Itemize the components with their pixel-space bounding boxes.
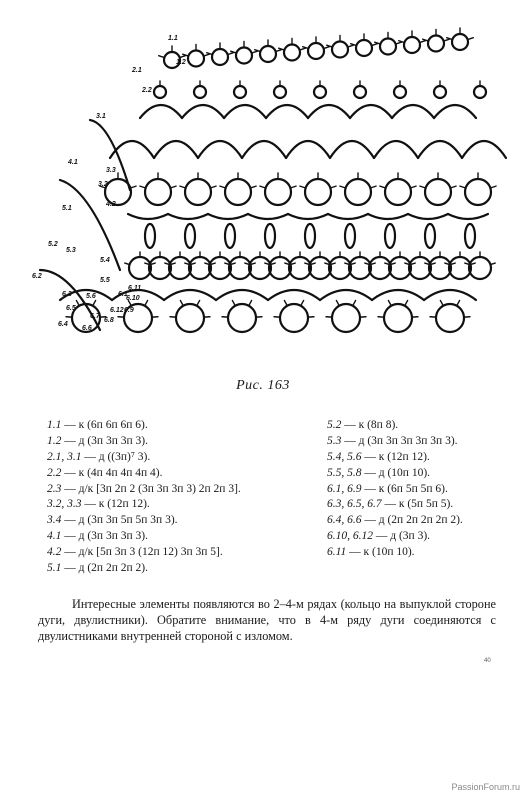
legend-item	[47, 450, 327, 466]
ring	[154, 86, 166, 98]
legend-code: 5.5, 5.8	[327, 466, 362, 479]
chain	[154, 141, 198, 158]
ring	[314, 86, 326, 98]
legend-text: — д/к [5п 3п 3 (12п 12) 3п 3п 5].	[61, 546, 223, 559]
picot	[210, 186, 216, 188]
ring	[176, 304, 204, 332]
watermark: PassionForum.ru	[451, 782, 520, 792]
diagram-label: 3.2	[98, 181, 108, 188]
legend-item	[47, 466, 327, 482]
picot	[290, 186, 296, 188]
legend-code: 1.1	[47, 419, 62, 431]
picot	[420, 186, 426, 188]
ring	[249, 257, 271, 279]
chain	[320, 290, 372, 300]
picot	[252, 51, 258, 53]
chain	[182, 105, 224, 118]
legend-text: — к (12п 12).	[361, 450, 430, 463]
picot	[130, 186, 136, 188]
ring	[212, 49, 228, 65]
legend-code: 3.4	[47, 514, 62, 527]
ring	[284, 45, 300, 61]
chain	[110, 141, 154, 158]
legend-text: — д (3п 3п 3п 3п 3п 3).	[341, 434, 458, 447]
ring	[389, 257, 411, 279]
chain	[286, 141, 330, 158]
picot	[336, 300, 339, 305]
legend-text: — д (3п 3п 5п 5п 3п 3).	[61, 514, 178, 527]
ring	[369, 257, 391, 279]
ring	[449, 257, 471, 279]
ring	[236, 48, 252, 64]
chain	[268, 290, 320, 300]
legend-item	[327, 450, 517, 466]
legend-text: — д (2п 2п 2п 2).	[61, 562, 148, 575]
chain	[248, 214, 288, 219]
ring	[260, 46, 276, 62]
chain	[266, 105, 308, 118]
legend-item	[47, 513, 327, 529]
legend-text: — д ((3п)⁷ 3).	[81, 450, 151, 463]
chain	[216, 290, 268, 300]
ring	[229, 257, 251, 279]
chain	[448, 214, 488, 219]
chain	[368, 214, 408, 219]
picot	[260, 186, 266, 188]
chain	[330, 141, 374, 158]
picot	[204, 54, 210, 56]
picot	[388, 300, 391, 305]
legend-item	[47, 529, 327, 545]
legend-code: 4.2	[47, 546, 62, 559]
legend-item	[47, 497, 327, 513]
legend-text: — к (8п 8).	[341, 419, 399, 431]
diagram-label: 5.4	[100, 257, 110, 264]
legend-text: — к (6п 5п 5п 6).	[361, 482, 448, 495]
diagram-label: 6.1	[118, 291, 128, 298]
legend-code: 2.1, 3.1	[47, 450, 82, 463]
ring	[234, 86, 246, 98]
picot	[490, 186, 496, 188]
legend-code: 5.2	[327, 419, 342, 431]
ring	[129, 257, 151, 279]
picot	[324, 47, 330, 49]
picot	[490, 263, 495, 265]
diagram-label: 5.2	[48, 241, 58, 248]
leaf	[265, 224, 275, 248]
ring	[149, 257, 171, 279]
diagram-label: 2.1	[132, 67, 142, 74]
chain	[164, 290, 216, 300]
legend-code: 3.2, 3.3	[47, 498, 82, 511]
picot	[276, 50, 282, 52]
legend-code: 5.1	[47, 562, 62, 575]
chain	[60, 180, 120, 270]
picot	[372, 44, 378, 46]
ring	[404, 37, 420, 53]
picot	[450, 186, 456, 188]
diagram-label: 6.2	[32, 273, 42, 280]
ring	[308, 43, 324, 59]
diagram-label: 3.1	[96, 113, 106, 120]
ring	[356, 40, 372, 56]
tatting-diagram	[0, 0, 526, 370]
ring	[188, 51, 204, 67]
picot	[348, 45, 354, 47]
legend-left-column	[47, 418, 327, 577]
legend-item	[327, 466, 517, 482]
picot	[140, 186, 146, 188]
legend-text: — к (6п 6п 6п 6).	[61, 419, 148, 431]
chain	[208, 214, 248, 219]
picot	[220, 186, 226, 188]
picot	[405, 300, 408, 305]
leaf	[145, 224, 155, 248]
ring	[169, 257, 191, 279]
chain	[392, 105, 434, 118]
picot	[125, 263, 130, 265]
ring	[452, 34, 468, 50]
leaf	[185, 224, 195, 248]
description-paragraph: Интересные элементы появляются во 2–4-м рядах (кольцо на выпуклой стороне дуги, двулистники). Обратите внимание, что в 4-м ряду дуги соединяются с двулистниками внутренней стороной с изломом.	[38, 597, 496, 644]
diagram-label: 6.6	[82, 325, 92, 332]
legend-code: 5.4, 5.6	[327, 450, 362, 463]
legend-code: 6.1, 6.9	[327, 482, 362, 495]
diagram-label: 6.7	[90, 313, 100, 320]
leaf	[345, 224, 355, 248]
diagram-label: 6.12	[110, 307, 124, 314]
legend-text: — д (3п 3п 3п 3).	[61, 434, 148, 447]
legend-code: 4.1	[47, 530, 62, 543]
chain	[418, 141, 462, 158]
chain	[40, 270, 100, 330]
chain	[168, 214, 208, 219]
legend-item	[327, 529, 517, 545]
legend-right-column	[327, 418, 517, 561]
diagram-label: 6.11	[128, 285, 142, 292]
diagram-label: 2.2	[142, 87, 152, 94]
diagram-label: 4.2	[106, 201, 116, 208]
diagram-label: 4.1	[68, 159, 78, 166]
picot	[460, 186, 466, 188]
ring	[394, 86, 406, 98]
legend-code: 6.10, 6.12	[327, 530, 373, 543]
chain	[328, 214, 368, 219]
diagram-label: 1.1	[168, 35, 178, 42]
chain	[288, 214, 328, 219]
ring	[465, 179, 491, 205]
diagram-label: 6.10	[126, 295, 140, 302]
picot	[330, 186, 336, 188]
picot	[249, 300, 252, 305]
legend-item	[47, 434, 327, 450]
ring	[269, 257, 291, 279]
ring	[380, 39, 396, 55]
picot	[180, 300, 183, 305]
picot	[380, 186, 386, 188]
chain	[374, 141, 418, 158]
legend-text: — д (2п 2п 2п 2п 2).	[361, 514, 463, 527]
picot	[250, 186, 256, 188]
picot	[444, 39, 450, 41]
picot	[396, 42, 402, 44]
figure-caption: Рис. 163	[236, 378, 290, 393]
picot	[410, 186, 416, 188]
ring	[409, 257, 431, 279]
legend-item	[327, 497, 517, 513]
chain	[140, 105, 182, 118]
picot	[93, 300, 96, 305]
picot	[340, 186, 346, 188]
ring	[332, 42, 348, 58]
diagram-label: 5.5	[100, 277, 110, 284]
legend-item	[327, 545, 517, 561]
ring	[265, 179, 291, 205]
ring	[345, 179, 371, 205]
chain	[434, 105, 476, 118]
legend-code: 6.3, 6.5, 6.7	[327, 498, 382, 511]
page-mark: 40	[484, 658, 491, 664]
picot	[284, 300, 287, 305]
leaf	[465, 224, 475, 248]
ring	[274, 86, 286, 98]
ring	[434, 86, 446, 98]
lace-drawing	[40, 28, 506, 332]
ring	[189, 257, 211, 279]
picot	[76, 300, 79, 305]
legend-item	[47, 418, 327, 434]
legend-text: — д/к [3п 2п 2 (3п 3п 3п 3) 2п 2п 3].	[61, 482, 241, 495]
picot	[180, 56, 186, 58]
legend-code: 6.4, 6.6	[327, 514, 362, 527]
diagram-label: 6.3	[62, 291, 72, 298]
picot	[457, 300, 460, 305]
ring	[354, 86, 366, 98]
picot	[353, 300, 356, 305]
legend-item	[47, 561, 327, 577]
legend-code: 2.3	[47, 482, 62, 495]
legend-text: — к (5п 5п 5).	[381, 498, 454, 511]
picot	[370, 186, 376, 188]
legend-text: — к (4п 4п 4п 4п 4).	[61, 466, 163, 479]
chain	[350, 105, 392, 118]
legend-text: — к (12п 12).	[81, 498, 150, 511]
ring	[289, 257, 311, 279]
ring	[225, 179, 251, 205]
ring	[228, 304, 256, 332]
diagram-label: 5.3	[66, 247, 76, 254]
picot	[145, 300, 148, 305]
legend-text: — д (10п 10).	[361, 466, 431, 479]
leaf	[425, 224, 435, 248]
picot	[420, 41, 426, 43]
picot	[232, 300, 235, 305]
ring	[332, 304, 360, 332]
legend-text: — д (3п 3).	[373, 530, 431, 543]
legend-item	[327, 482, 517, 498]
picot	[159, 56, 165, 58]
diagram-label: 3.3	[106, 167, 116, 174]
ring	[329, 257, 351, 279]
diagram-label: 1.2	[176, 59, 186, 66]
leaf	[225, 224, 235, 248]
legend-code: 1.2	[47, 434, 62, 447]
picot	[301, 300, 304, 305]
legend-item	[327, 418, 517, 434]
chain	[424, 290, 476, 300]
chain	[224, 105, 266, 118]
ring	[384, 304, 412, 332]
ring	[469, 257, 491, 279]
picot	[228, 53, 234, 55]
ring	[305, 179, 331, 205]
picot	[300, 48, 306, 50]
ring	[145, 179, 171, 205]
legend-text: — к (10п 10).	[346, 546, 415, 559]
chain	[372, 290, 424, 300]
ring	[280, 304, 308, 332]
ring	[209, 257, 231, 279]
diagram-label: 6.5	[66, 305, 76, 312]
legend-item	[327, 434, 517, 450]
legend-code: 6.11	[327, 546, 347, 559]
picot	[440, 300, 443, 305]
chain	[462, 141, 506, 158]
legend-code: 2.2	[47, 466, 62, 479]
picot	[197, 300, 200, 305]
diagram-label: 6.8	[104, 317, 114, 324]
ring	[349, 257, 371, 279]
picot	[180, 186, 186, 188]
ring	[425, 179, 451, 205]
picot	[170, 186, 176, 188]
chain	[242, 141, 286, 158]
leaf	[385, 224, 395, 248]
picot	[300, 186, 306, 188]
legend-text: — д (3п 3п 3п 3).	[61, 530, 148, 543]
diagram-label: 5.6	[86, 293, 96, 300]
legend-item	[47, 482, 327, 498]
picot	[468, 38, 474, 40]
diagram-label: 6.4	[58, 321, 68, 328]
ring	[436, 304, 464, 332]
ring	[309, 257, 331, 279]
diagram-label: 5.1	[62, 205, 72, 212]
ring	[474, 86, 486, 98]
chain	[198, 141, 242, 158]
leaf	[305, 224, 315, 248]
legend-item	[47, 545, 327, 561]
ring	[428, 36, 444, 52]
ring	[185, 179, 211, 205]
chain	[308, 105, 350, 118]
chain	[128, 214, 168, 219]
chain	[408, 214, 448, 219]
ring	[385, 179, 411, 205]
legend-code: 5.3	[327, 434, 342, 447]
ring	[194, 86, 206, 98]
ring	[429, 257, 451, 279]
legend-item	[327, 513, 517, 529]
diagram-label: 6.9	[124, 307, 134, 314]
